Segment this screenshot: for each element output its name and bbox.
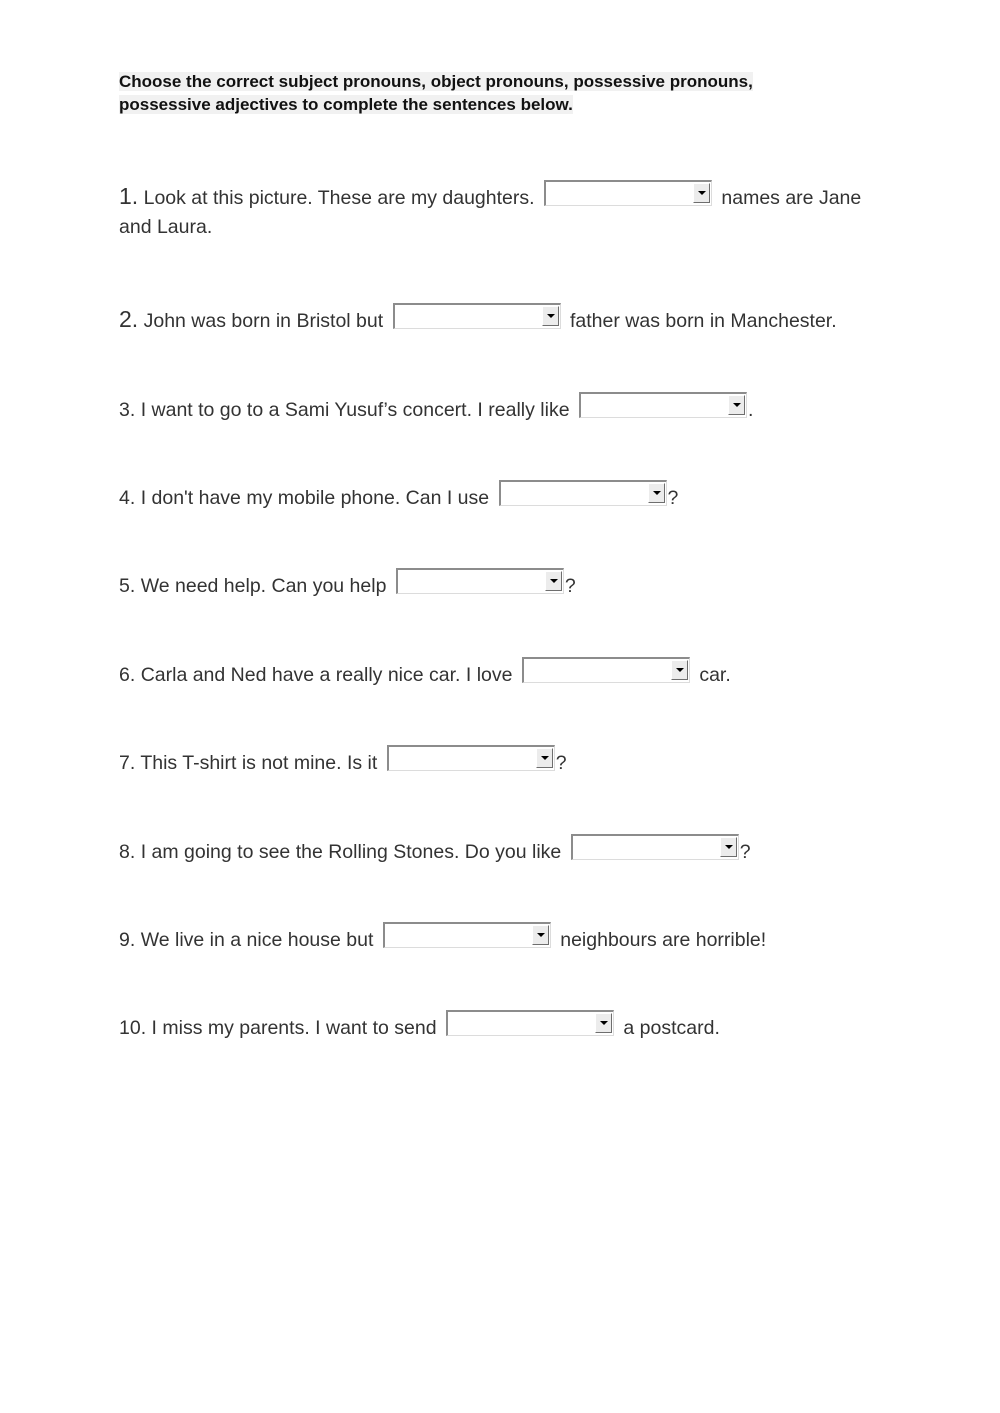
answer-dropdown-1[interactable] xyxy=(544,180,712,206)
question-number: 7. xyxy=(119,752,136,774)
question-9 xyxy=(119,922,899,955)
question-text-after: ? xyxy=(739,841,751,863)
dropdown-arrow-icon[interactable] xyxy=(648,483,665,503)
dropdown-arrow-icon[interactable] xyxy=(536,748,553,768)
dropdown-arrow-icon[interactable] xyxy=(532,925,549,945)
question-text-after: names are Jane and Laura. xyxy=(119,187,862,238)
dropdown-arrow-icon[interactable] xyxy=(671,660,688,680)
answer-dropdown-10[interactable] xyxy=(446,1010,614,1036)
answer-dropdown-6[interactable] xyxy=(522,657,690,683)
question-text-before: John was born in Bristol but xyxy=(143,310,384,332)
instructions-line-2: possessive adjectives to complete the sentences below. xyxy=(119,95,573,114)
question-text-before: This T-shirt is not mine. Is it xyxy=(140,752,378,774)
question-text-after: a postcard. xyxy=(623,1017,720,1039)
dropdown-arrow-icon[interactable] xyxy=(728,395,745,415)
question-2 xyxy=(119,303,899,336)
question-number: 6. xyxy=(119,664,136,686)
instructions xyxy=(119,70,839,116)
dropdown-arrow-icon[interactable] xyxy=(545,571,562,591)
answer-dropdown-8[interactable] xyxy=(571,834,739,860)
question-text-after: . xyxy=(747,399,754,421)
question-text-after: neighbours are horrible! xyxy=(560,929,767,951)
question-number: 4. xyxy=(119,487,136,509)
question-4 xyxy=(119,480,899,513)
dropdown-arrow-icon[interactable] xyxy=(595,1013,612,1033)
question-number: 8. xyxy=(119,841,136,863)
question-text-after: father was born in Manchester. xyxy=(570,310,837,332)
question-text-before: Carla and Ned have a really nice car. I love xyxy=(140,664,513,686)
question-number: 9. xyxy=(119,929,136,951)
dropdown-arrow-icon[interactable] xyxy=(693,183,710,203)
question-number: 5. xyxy=(119,575,136,597)
question-number: 2. xyxy=(119,306,139,332)
question-3 xyxy=(119,392,899,425)
question-text-before: Look at this picture. These are my daughters. xyxy=(143,187,535,209)
question-text-before: We live in a nice house but xyxy=(140,929,374,951)
question-number: 3. xyxy=(119,399,136,421)
question-1 xyxy=(119,180,889,242)
question-text-before: I want to go to a Sami Yusuf’s concert. I really like xyxy=(140,399,570,421)
answer-dropdown-7[interactable] xyxy=(387,745,555,771)
answer-dropdown-5[interactable] xyxy=(396,568,564,594)
answer-dropdown-3[interactable] xyxy=(579,392,747,418)
question-text-before: I don't have my mobile phone. Can I use xyxy=(140,487,490,509)
question-text-after: ? xyxy=(555,752,567,774)
question-5 xyxy=(119,568,899,601)
dropdown-arrow-icon[interactable] xyxy=(542,306,559,326)
question-text-after: ? xyxy=(667,487,679,509)
dropdown-arrow-icon[interactable] xyxy=(720,837,737,857)
question-number: 1. xyxy=(119,183,139,209)
question-text-before: I miss my parents. I want to send xyxy=(151,1017,437,1039)
question-number: 10. xyxy=(119,1017,147,1039)
question-10 xyxy=(119,1010,899,1043)
question-6 xyxy=(119,657,899,690)
answer-dropdown-2[interactable] xyxy=(393,303,561,329)
question-8 xyxy=(119,834,899,867)
question-text-after: ? xyxy=(564,575,576,597)
question-7 xyxy=(119,745,899,778)
answer-dropdown-4[interactable] xyxy=(499,480,667,506)
question-text-before: I am going to see the Rolling Stones. Do you like xyxy=(140,841,562,863)
answer-dropdown-9[interactable] xyxy=(383,922,551,948)
instructions-line-1: Choose the correct subject pronouns, object pronouns, possessive pronouns, xyxy=(119,72,753,91)
question-text-after: car. xyxy=(699,664,731,686)
question-text-before: We need help. Can you help xyxy=(140,575,387,597)
